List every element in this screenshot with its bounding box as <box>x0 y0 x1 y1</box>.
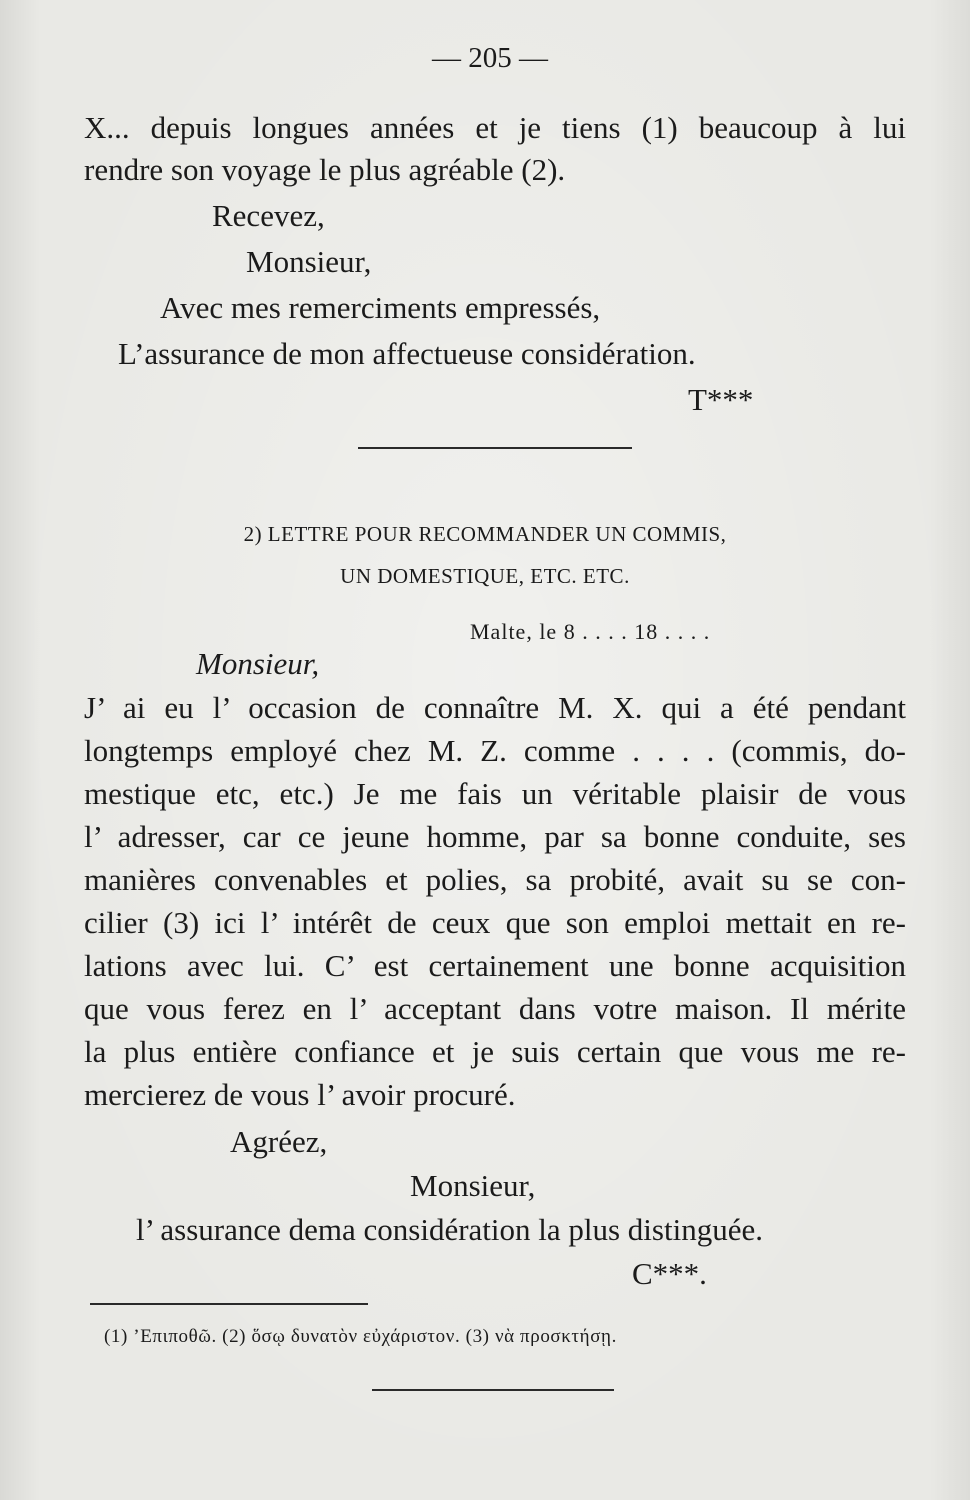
letter1-line-2: rendre son voyage le plus agréable (2). <box>84 152 566 187</box>
letter2-heading-line-1: 2) LETTRE POUR RECOMMANDER UN COMMIS, <box>243 522 727 546</box>
letter2-place-date: Malte, le 8 . . . . 18 . . . . <box>470 619 711 644</box>
letter2-closing-assurance: l’ assurance dema considération la plus distinguée. <box>136 1212 763 1247</box>
letter2-closing-agreez: Agréez, <box>230 1124 328 1159</box>
letter2-body-line-3: mestique etc, etc.) Je me fais un véritable plaisir de vous <box>84 776 906 811</box>
letter2-body-line-1: J’ ai eu l’ occasion de connaître M. X. qui a été pendant <box>84 690 906 725</box>
letter2-closing-monsieur: Monsieur, <box>410 1168 536 1203</box>
letter1-signature: T*** <box>688 382 754 417</box>
page-end-rule <box>372 1389 614 1391</box>
letter1-line-1: X... depuis longues années et je tiens (1) beaucoup à lui <box>84 110 906 145</box>
letter1-closing-assurance: L’assurance de mon affectueuse considération. <box>118 336 696 371</box>
footnote-rule <box>90 1303 368 1305</box>
letter2-body-line-9: la plus entière confiance et je suis certain que vous me re- <box>84 1034 906 1069</box>
letter2-body-line-6: cilier (3) ici l’ intérêt de ceux que son emploi mettait en re- <box>84 905 906 940</box>
letter2-salutation: Monsieur, <box>196 646 320 681</box>
letter1-closing-monsieur: Monsieur, <box>246 244 372 279</box>
letter1-closing-avec: Avec mes remerciments empressés, <box>160 290 601 325</box>
letter2-body-line-8: que vous ferez en l’ acceptant dans votre maison. Il mérite <box>84 991 906 1026</box>
letter2-signature: C***. <box>632 1256 707 1291</box>
footnotes: (1) ’Επιποθῶ. (2) ὅσῳ δυνατὸν εὐχάριστον. (3) νὰ προσκτήσῃ. <box>104 1326 617 1347</box>
letter2-heading-line-2: UN DOMESTIQUE, ETC. ETC. <box>340 564 630 588</box>
letter1-closing-recevez: Recevez, <box>212 198 325 233</box>
letter2-body-line-2: longtemps employé chez M. Z. comme . . . . (commis, do- <box>84 733 906 768</box>
letter2-body-line-5: manières convenables et polies, sa probité, avait su se con- <box>84 862 906 897</box>
section-divider <box>358 447 632 449</box>
letter2-body-line-7: lations avec lui. C’ est certainement une bonne acquisition <box>84 948 906 983</box>
letter2-body-line-4: l’ adresser, car ce jeune homme, par sa bonne conduite, ses <box>84 819 906 854</box>
letter2-body-line-10: mercierez de vous l’ avoir procuré. <box>84 1077 516 1112</box>
page-number: — 205 — <box>432 42 548 74</box>
